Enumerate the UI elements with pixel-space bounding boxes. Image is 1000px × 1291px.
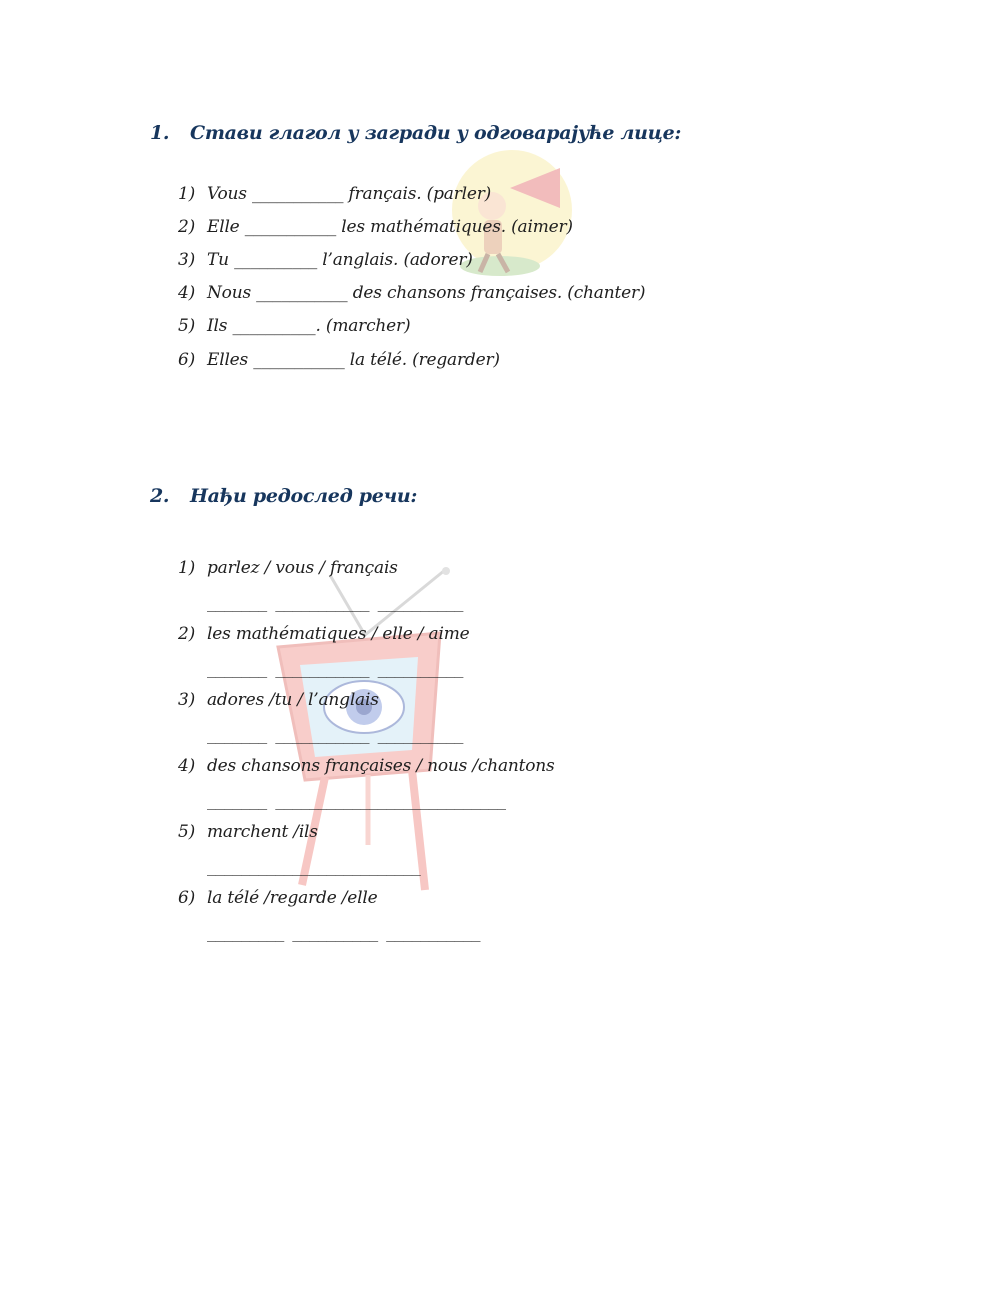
item-number: 5) <box>178 316 196 336</box>
item-number: 2) <box>178 624 196 644</box>
item-number: 3) <box>178 690 196 710</box>
item-text: adores /tu / l’anglais <box>207 690 379 710</box>
answer-line[interactable]: _______ ___________________________ <box>207 792 506 810</box>
section-1-item <box>178 184 491 204</box>
item-number: 4) <box>178 283 196 303</box>
answer-line[interactable]: _________ __________ ___________ <box>207 924 480 942</box>
section-2-title: Нађи редослед речи: <box>190 485 418 507</box>
section-1-item <box>178 316 410 336</box>
item-number: 1) <box>178 558 196 578</box>
section-1-title: Стави глагол у загради у одговарајуће лице: <box>190 122 682 144</box>
item-number: 1) <box>178 184 196 204</box>
section-2-number: 2. <box>150 485 170 507</box>
section-1-heading <box>150 122 681 144</box>
item-number: 3) <box>178 250 196 270</box>
section-1-item <box>178 217 573 237</box>
section-2-item <box>178 822 318 842</box>
section-2-item <box>178 888 378 908</box>
item-text: les mathématiques / elle / aime <box>207 624 470 644</box>
section-2-item <box>178 558 398 578</box>
item-text: marchent /ils <box>207 822 318 842</box>
section-1-number: 1. <box>150 122 170 144</box>
item-text: parlez / vous / français <box>207 558 398 578</box>
item-number: 5) <box>178 822 196 842</box>
item-text: des chansons françaises / nous /chantons <box>207 756 555 776</box>
item-text: Tu __________ l’anglais. (adorer) <box>207 250 473 270</box>
section-2-item <box>178 624 469 644</box>
answer-line[interactable]: _______ ___________ __________ <box>207 660 463 678</box>
item-text: Elle ___________ les mathématiques. (aimer) <box>207 217 573 237</box>
section-2-item <box>178 756 555 776</box>
answer-line[interactable]: _______ ___________ __________ <box>207 726 463 744</box>
section-1-item <box>178 350 500 370</box>
item-number: 2) <box>178 217 196 237</box>
section-1-item <box>178 283 645 303</box>
item-text: Nous ___________ des chansons françaises. (chanter) <box>207 283 646 303</box>
answer-line[interactable]: _______ ___________ __________ <box>207 594 463 612</box>
item-text: Ils __________. (marcher) <box>207 316 411 336</box>
item-number: 6) <box>178 888 196 908</box>
section-2-item <box>178 690 379 710</box>
item-text: Vous ___________ français. (parler) <box>207 184 492 204</box>
answer-line[interactable]: _________________________ <box>207 858 421 876</box>
item-number: 4) <box>178 756 196 776</box>
section-1-item <box>178 250 473 270</box>
item-text: la télé /regarde /elle <box>207 888 378 908</box>
item-number: 6) <box>178 350 196 370</box>
section-2-heading <box>150 485 417 507</box>
item-text: Elles ___________ la télé. (regarder) <box>207 350 500 370</box>
